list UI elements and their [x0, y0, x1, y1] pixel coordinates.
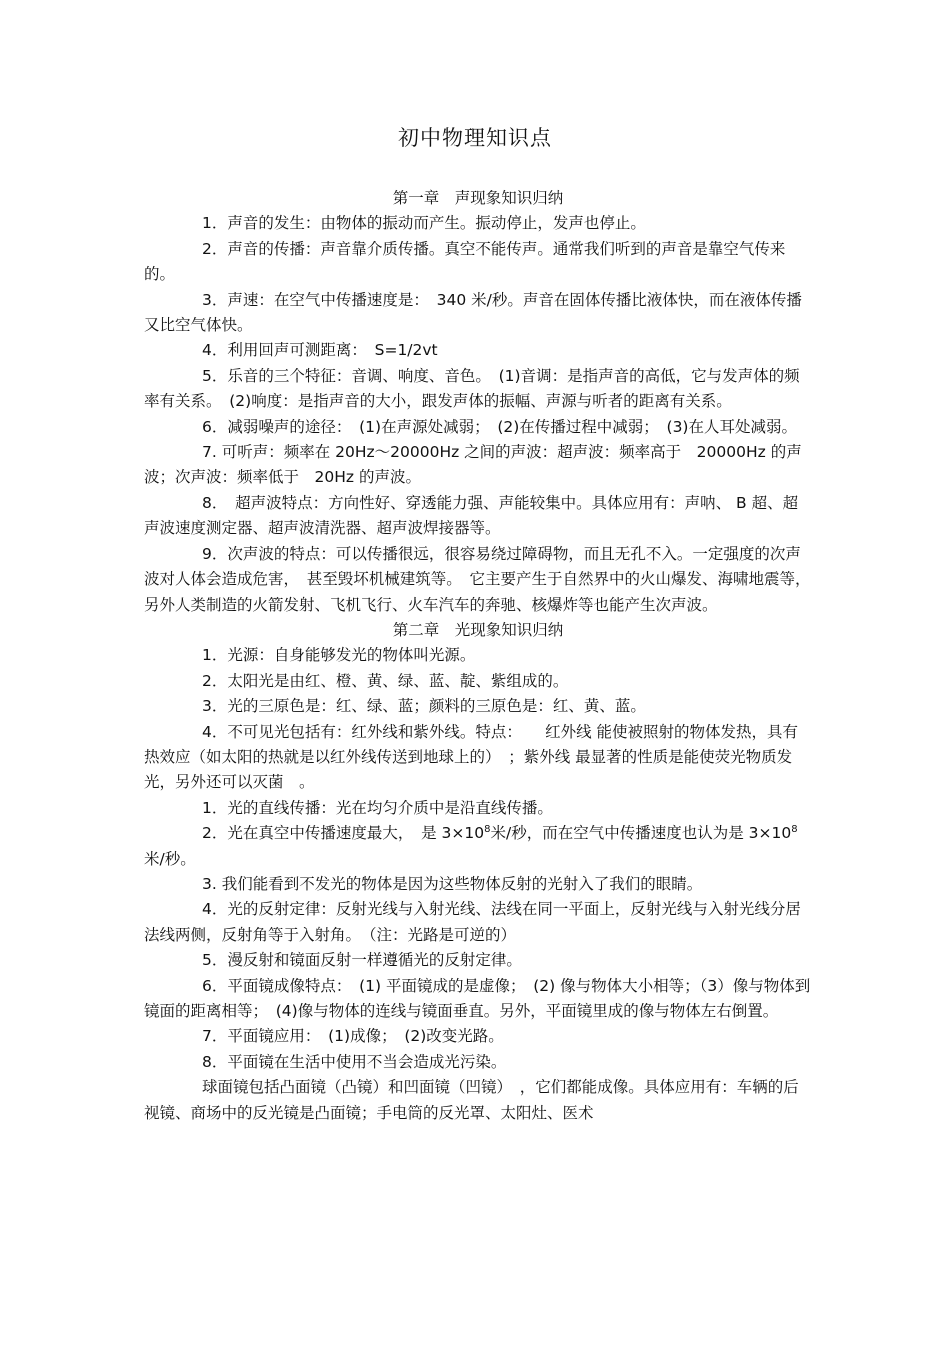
text-span: 米/秒，而在空气中传播速度也认为是 3×10: [490, 824, 792, 843]
paragraph: 1．光源：自身能够发光的物体叫光源。: [202, 646, 476, 665]
superscript: 8: [791, 824, 798, 836]
paragraph: 2．太阳光是由红、橙、黄、绿、蓝、靛、紫组成的。: [202, 671, 569, 690]
text-span: 2．光在真空中传播速度最大， 是 3×10: [202, 824, 485, 843]
paragraph: 7. 可听声：频率在 20Hz～20000Hz 之间的声波：超声波：频率高于 20000Hz 的声波；次声波：频率低于 20Hz 的声波。: [144, 443, 802, 487]
paragraph: 7．平面镜应用： (1)成像； (2)改变光路。: [202, 1027, 504, 1046]
paragraph: 8． 超声波特点：方向性好、穿透能力强、声能较集中。具体应用有：声呐、 B 超、超声波速度测定器、超声波清洗器、超声波焊接器等。: [144, 493, 799, 538]
paragraph: 5．漫反射和镜面反射一样遵循光的反射定律。: [202, 951, 522, 970]
superscript: 8: [484, 824, 491, 836]
paragraph-light-speed: [144, 821, 812, 872]
paragraph: 4．不可见光包括有：红外线和紫外线。特点： 红外线 能使被照射的物体发热，具有热效应（如太阳的热就是以红外线传送到地球上的） ；紫外线 最显著的性质是能使荧光物质发光，另外还可以灭菌 。: [144, 722, 799, 792]
paragraph: 9．次声波的特点：可以传播很远，很容易绕过障碍物，而且无孔不入。一定强度的次声波对人体会造成危害， 甚至毁坏机械建筑等。 它主要产生于自然界中的火山爆发、海啸地震等，另外人类制造的火箭发射、飞机飞行、火车汽车的奔驰、核爆炸等也能产生次声波。: [144, 544, 811, 614]
document-body: [144, 186, 812, 1126]
paragraph: 4．利用回声可测距离： S=1/2vt: [202, 341, 438, 360]
paragraph: 球面镜包括凸面镜（凸镜）和凹面镜（凹镜） ，它们都能成像。具体应用有：车辆的后视镜、商场中的反光镜是凸面镜；手电筒的反光罩、太阳灶、医术: [144, 1078, 799, 1122]
paragraph: 3．声速：在空气中传播速度是： 340 米/秒。声音在固体传播比液体快，而在液体传播又比空气体快。: [144, 290, 802, 335]
chapter-2-heading: 第二章 光现象知识归纳: [392, 620, 564, 639]
chapter-1-heading: 第一章 声现象知识归纳: [392, 189, 564, 207]
page-title: 初中物理知识点: [398, 126, 552, 150]
paragraph: 2．声音的传播：声音靠介质传播。真空不能传声。通常我们听到的声音是靠空气传来的。: [144, 239, 786, 284]
paragraph: 4．光的反射定律：反射光线与入射光线、法线在同一平面上，反射光线与入射光线分居法线两侧，反射角等于入射角。 （注：光路是可逆的）: [144, 900, 801, 944]
paragraph: 1．光的直线传播：光在均匀介质中是沿直线传播。: [202, 798, 553, 817]
paragraph: 3. 我们能看到不发光的物体是因为这些物体反射的光射入了我们的眼睛。: [202, 874, 703, 893]
text-span: 米/秒。: [144, 849, 196, 868]
paragraph: 8．平面镜在生活中使用不当会造成光污染。: [202, 1052, 507, 1071]
paragraph: 6．平面镜成像特点： (1) 平面镜成的是虚像； (2) 像与物体大小相等；（3）像与物体到镜面的距离相等； (4)像与物体的连线与镜面垂直。另外，平面镜里成的像与物体左右倒置。: [144, 976, 811, 1020]
paragraph: 6．减弱噪声的途径： (1)在声源处减弱； (2)在传播过程中减弱； (3)在人耳处减弱。: [202, 417, 797, 436]
paragraph: 5．乐音的三个特征：音调、响度、音色。 (1)音调：是指声音的高低，它与发声体的频率有关系。 (2)响度：是指声音的大小，跟发声体的振幅、声源与听者的距离有关系。: [144, 366, 800, 411]
paragraph: 3．光的三原色是：红、绿、蓝；颜料的三原色是：红、黄、蓝。: [202, 697, 646, 716]
paragraph: 1．声音的发生：由物体的振动而产生。振动停止，发声也停止。: [202, 214, 646, 233]
